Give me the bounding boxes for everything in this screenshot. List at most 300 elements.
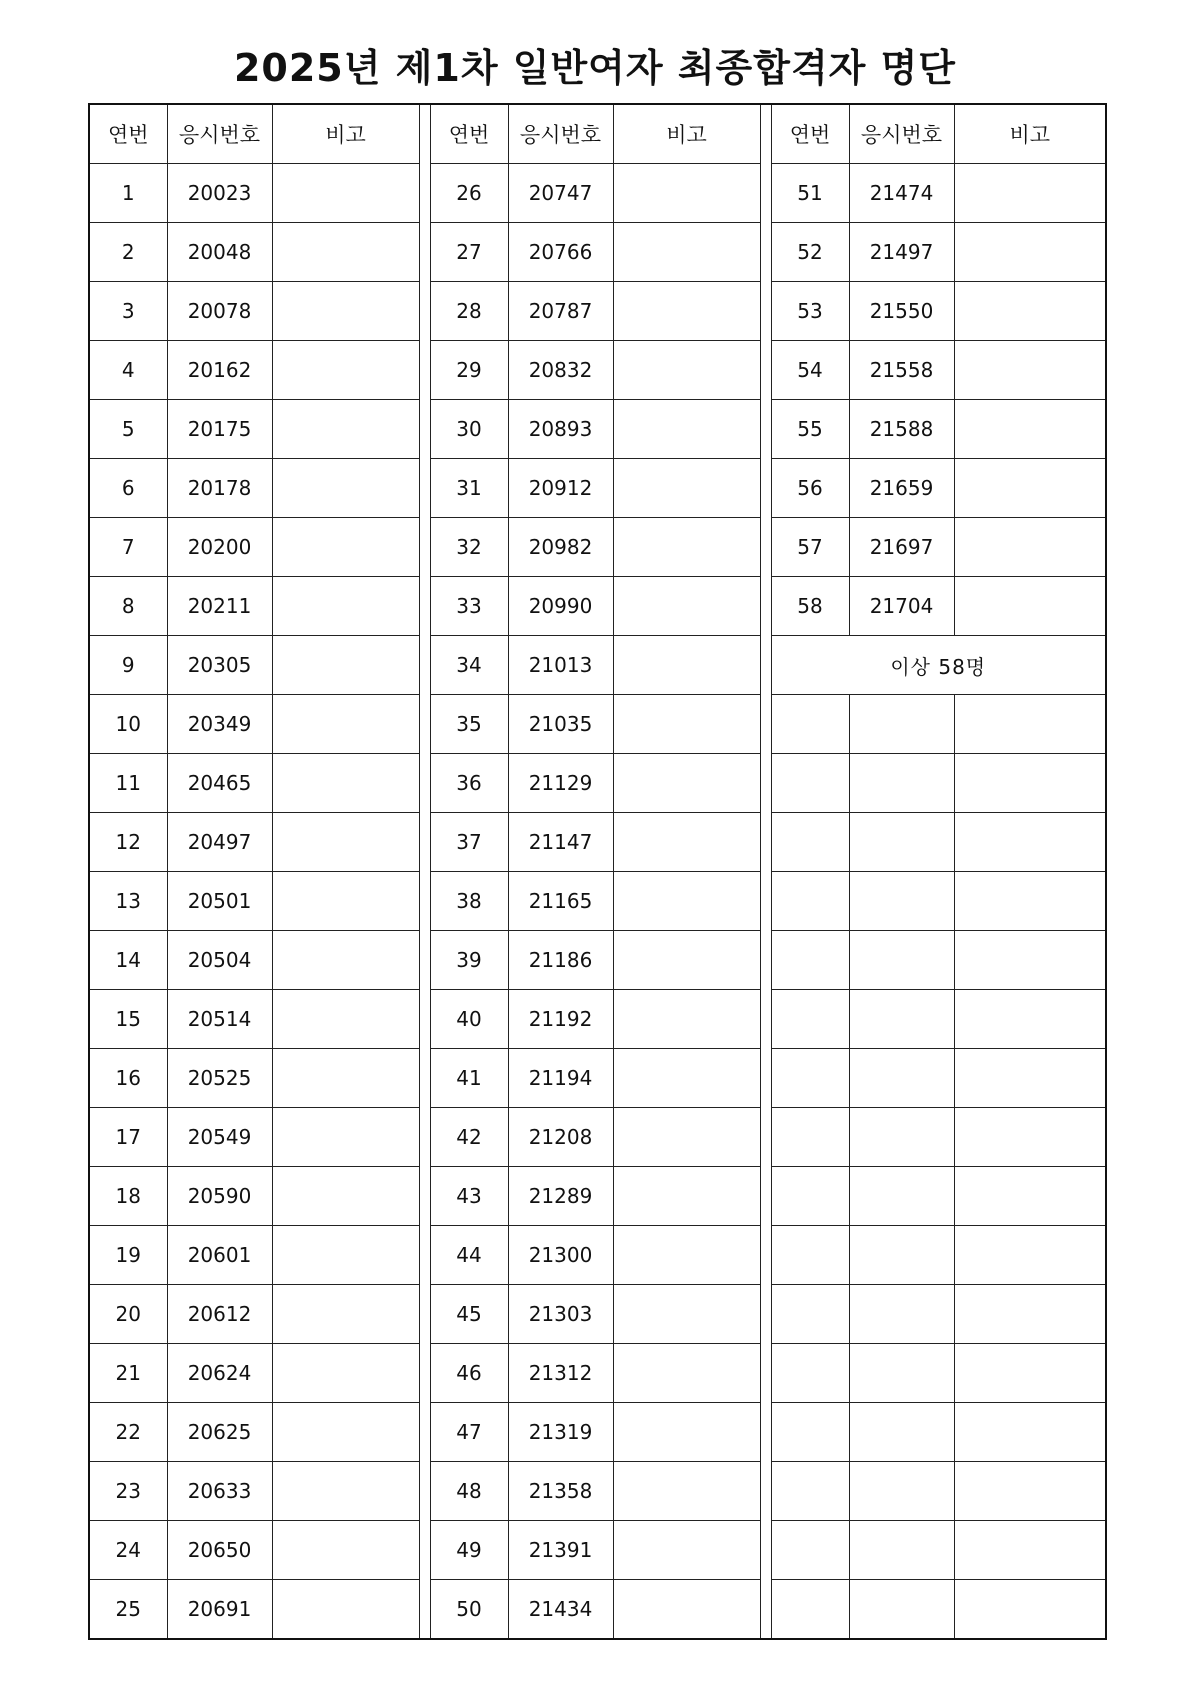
exam-no-cell: 20078 bbox=[167, 282, 272, 341]
column-gap bbox=[760, 1167, 771, 1226]
exam-no-cell: 20625 bbox=[167, 1403, 272, 1462]
table-row bbox=[89, 1285, 1106, 1344]
column-gap bbox=[419, 1285, 430, 1344]
exam-no-cell: 21550 bbox=[849, 282, 954, 341]
seq-cell: 58 bbox=[771, 577, 849, 636]
exam-no-cell: 20590 bbox=[167, 1167, 272, 1226]
seq-cell: 25 bbox=[89, 1580, 167, 1640]
note-cell bbox=[613, 1167, 760, 1226]
column-gap bbox=[419, 931, 430, 990]
exam-no-cell: 21697 bbox=[849, 518, 954, 577]
empty-cell bbox=[771, 1521, 849, 1580]
note-cell bbox=[272, 754, 419, 813]
note-cell bbox=[613, 1403, 760, 1462]
seq-cell: 46 bbox=[430, 1344, 508, 1403]
column-gap bbox=[760, 813, 771, 872]
column-gap bbox=[760, 1049, 771, 1108]
exam-no-cell: 21358 bbox=[508, 1462, 613, 1521]
table-row bbox=[89, 577, 1106, 636]
exam-no-cell: 21704 bbox=[849, 577, 954, 636]
note-cell bbox=[272, 341, 419, 400]
column-gap bbox=[419, 518, 430, 577]
column-gap bbox=[760, 1285, 771, 1344]
column-gap bbox=[760, 695, 771, 754]
column-gap bbox=[760, 931, 771, 990]
exam-no-cell: 20501 bbox=[167, 872, 272, 931]
empty-cell bbox=[771, 695, 849, 754]
empty-cell bbox=[849, 1580, 954, 1640]
column-gap bbox=[760, 1226, 771, 1285]
seq-cell: 49 bbox=[430, 1521, 508, 1580]
note-cell bbox=[272, 1344, 419, 1403]
column-gap bbox=[760, 636, 771, 695]
seq-cell: 18 bbox=[89, 1167, 167, 1226]
seq-cell: 16 bbox=[89, 1049, 167, 1108]
note-cell bbox=[613, 518, 760, 577]
table-row bbox=[89, 754, 1106, 813]
table-row bbox=[89, 518, 1106, 577]
empty-cell bbox=[954, 754, 1106, 813]
empty-cell bbox=[771, 1108, 849, 1167]
note-cell bbox=[954, 164, 1106, 223]
note-cell bbox=[272, 1462, 419, 1521]
seq-cell: 20 bbox=[89, 1285, 167, 1344]
seq-cell: 55 bbox=[771, 400, 849, 459]
column-gap bbox=[419, 1462, 430, 1521]
column-gap bbox=[760, 1344, 771, 1403]
empty-cell bbox=[954, 990, 1106, 1049]
header-note: 비고 bbox=[954, 104, 1106, 164]
note-cell bbox=[613, 1049, 760, 1108]
seq-cell: 34 bbox=[430, 636, 508, 695]
empty-cell bbox=[849, 695, 954, 754]
note-cell bbox=[272, 1580, 419, 1640]
header-seq: 연번 bbox=[771, 104, 849, 164]
exam-no-cell: 20162 bbox=[167, 341, 272, 400]
table-row bbox=[89, 1049, 1106, 1108]
seq-cell: 48 bbox=[430, 1462, 508, 1521]
seq-cell: 29 bbox=[430, 341, 508, 400]
seq-cell: 17 bbox=[89, 1108, 167, 1167]
empty-cell bbox=[954, 1580, 1106, 1640]
empty-cell bbox=[849, 1285, 954, 1344]
seq-cell: 21 bbox=[89, 1344, 167, 1403]
note-cell bbox=[954, 459, 1106, 518]
empty-cell bbox=[954, 1108, 1106, 1167]
seq-cell: 53 bbox=[771, 282, 849, 341]
exam-no-cell: 20691 bbox=[167, 1580, 272, 1640]
column-gap bbox=[419, 1403, 430, 1462]
table-row bbox=[89, 813, 1106, 872]
note-cell bbox=[613, 754, 760, 813]
empty-cell bbox=[849, 1403, 954, 1462]
empty-cell bbox=[954, 1226, 1106, 1285]
exam-no-cell: 21659 bbox=[849, 459, 954, 518]
exam-no-cell: 21434 bbox=[508, 1580, 613, 1640]
exam-no-cell: 21300 bbox=[508, 1226, 613, 1285]
empty-cell bbox=[954, 931, 1106, 990]
seq-cell: 36 bbox=[430, 754, 508, 813]
note-cell bbox=[954, 400, 1106, 459]
note-cell bbox=[613, 1226, 760, 1285]
column-gap bbox=[760, 577, 771, 636]
empty-cell bbox=[771, 1285, 849, 1344]
table-row bbox=[89, 223, 1106, 282]
exam-no-cell: 20893 bbox=[508, 400, 613, 459]
exam-no-cell: 20990 bbox=[508, 577, 613, 636]
exam-no-cell: 20633 bbox=[167, 1462, 272, 1521]
table-row bbox=[89, 341, 1106, 400]
empty-cell bbox=[771, 1462, 849, 1521]
table-row bbox=[89, 1167, 1106, 1226]
note-cell bbox=[272, 459, 419, 518]
empty-cell bbox=[849, 1226, 954, 1285]
exam-no-cell: 21192 bbox=[508, 990, 613, 1049]
header-seq: 연번 bbox=[89, 104, 167, 164]
column-gap bbox=[760, 754, 771, 813]
seq-cell: 12 bbox=[89, 813, 167, 872]
note-cell bbox=[613, 990, 760, 1049]
seq-cell: 7 bbox=[89, 518, 167, 577]
seq-cell: 38 bbox=[430, 872, 508, 931]
exam-no-cell: 20178 bbox=[167, 459, 272, 518]
seq-cell: 19 bbox=[89, 1226, 167, 1285]
column-gap bbox=[419, 459, 430, 518]
exam-no-cell: 21303 bbox=[508, 1285, 613, 1344]
exam-no-cell: 20624 bbox=[167, 1344, 272, 1403]
table-row bbox=[89, 400, 1106, 459]
exam-no-cell: 21474 bbox=[849, 164, 954, 223]
seq-cell: 57 bbox=[771, 518, 849, 577]
empty-cell bbox=[954, 1403, 1106, 1462]
note-cell bbox=[272, 1226, 419, 1285]
column-gap bbox=[760, 282, 771, 341]
empty-cell bbox=[954, 1521, 1106, 1580]
seq-cell: 44 bbox=[430, 1226, 508, 1285]
note-cell bbox=[272, 931, 419, 990]
exam-no-cell: 21186 bbox=[508, 931, 613, 990]
empty-cell bbox=[849, 931, 954, 990]
exam-no-cell: 21391 bbox=[508, 1521, 613, 1580]
exam-no-cell: 21147 bbox=[508, 813, 613, 872]
empty-cell bbox=[771, 1580, 849, 1640]
note-cell bbox=[272, 872, 419, 931]
column-gap bbox=[419, 754, 430, 813]
exam-no-cell: 20497 bbox=[167, 813, 272, 872]
seq-cell: 37 bbox=[430, 813, 508, 872]
exam-no-cell: 20766 bbox=[508, 223, 613, 282]
seq-cell: 3 bbox=[89, 282, 167, 341]
note-cell bbox=[613, 282, 760, 341]
column-gap bbox=[760, 459, 771, 518]
table-row bbox=[89, 1226, 1106, 1285]
table-row bbox=[89, 1403, 1106, 1462]
table-row bbox=[89, 990, 1106, 1049]
column-gap bbox=[760, 1108, 771, 1167]
seq-cell: 8 bbox=[89, 577, 167, 636]
page-title: 2025년 제1차 일반여자 최종합격자 명단 bbox=[233, 46, 957, 90]
seq-cell: 33 bbox=[430, 577, 508, 636]
note-cell bbox=[613, 223, 760, 282]
empty-cell bbox=[954, 695, 1106, 754]
exam-no-cell: 21319 bbox=[508, 1403, 613, 1462]
empty-cell bbox=[849, 872, 954, 931]
exam-no-cell: 20349 bbox=[167, 695, 272, 754]
exam-no-cell: 20504 bbox=[167, 931, 272, 990]
column-gap bbox=[419, 341, 430, 400]
note-cell bbox=[613, 695, 760, 754]
exam-no-cell: 20305 bbox=[167, 636, 272, 695]
seq-cell: 47 bbox=[430, 1403, 508, 1462]
note-cell bbox=[272, 695, 419, 754]
empty-cell bbox=[849, 990, 954, 1049]
column-gap bbox=[760, 1403, 771, 1462]
column-gap bbox=[419, 400, 430, 459]
empty-cell bbox=[771, 754, 849, 813]
empty-cell bbox=[771, 872, 849, 931]
seq-cell: 14 bbox=[89, 931, 167, 990]
seq-cell: 56 bbox=[771, 459, 849, 518]
column-gap bbox=[760, 400, 771, 459]
note-cell bbox=[272, 164, 419, 223]
empty-cell bbox=[771, 1403, 849, 1462]
table-row bbox=[89, 1580, 1106, 1640]
exam-no-cell: 20912 bbox=[508, 459, 613, 518]
seq-cell: 45 bbox=[430, 1285, 508, 1344]
seq-cell: 5 bbox=[89, 400, 167, 459]
column-gap bbox=[419, 1049, 430, 1108]
exam-no-cell: 21165 bbox=[508, 872, 613, 931]
note-cell bbox=[613, 1462, 760, 1521]
table-row bbox=[89, 695, 1106, 754]
exam-no-cell: 21194 bbox=[508, 1049, 613, 1108]
column-gap bbox=[419, 1226, 430, 1285]
note-cell bbox=[272, 282, 419, 341]
note-cell bbox=[272, 1108, 419, 1167]
total-count-note: 이상 58명 bbox=[771, 636, 1106, 695]
note-cell bbox=[954, 282, 1106, 341]
column-gap bbox=[760, 1580, 771, 1640]
note-cell bbox=[613, 1108, 760, 1167]
seq-cell: 40 bbox=[430, 990, 508, 1049]
seq-cell: 9 bbox=[89, 636, 167, 695]
note-cell bbox=[613, 931, 760, 990]
exam-no-cell: 21208 bbox=[508, 1108, 613, 1167]
note-cell bbox=[272, 636, 419, 695]
seq-cell: 22 bbox=[89, 1403, 167, 1462]
table-row bbox=[89, 636, 1106, 695]
exam-no-cell: 20650 bbox=[167, 1521, 272, 1580]
exam-no-cell: 20525 bbox=[167, 1049, 272, 1108]
exam-no-cell: 20514 bbox=[167, 990, 272, 1049]
column-gap bbox=[419, 1344, 430, 1403]
seq-cell: 11 bbox=[89, 754, 167, 813]
empty-cell bbox=[954, 1344, 1106, 1403]
empty-cell bbox=[771, 813, 849, 872]
results-table bbox=[88, 103, 1107, 1640]
empty-cell bbox=[954, 872, 1106, 931]
column-gap bbox=[419, 577, 430, 636]
header-note: 비고 bbox=[613, 104, 760, 164]
note-cell bbox=[613, 1285, 760, 1344]
seq-cell: 31 bbox=[430, 459, 508, 518]
note-cell bbox=[954, 577, 1106, 636]
exam-no-cell: 20048 bbox=[167, 223, 272, 282]
empty-cell bbox=[954, 1462, 1106, 1521]
header-row bbox=[89, 104, 1106, 164]
seq-cell: 30 bbox=[430, 400, 508, 459]
empty-cell bbox=[771, 1226, 849, 1285]
empty-cell bbox=[849, 1462, 954, 1521]
column-gap bbox=[760, 1462, 771, 1521]
note-cell bbox=[613, 341, 760, 400]
note-cell bbox=[272, 518, 419, 577]
note-cell bbox=[613, 1521, 760, 1580]
note-cell bbox=[272, 1049, 419, 1108]
seq-cell: 54 bbox=[771, 341, 849, 400]
note-cell bbox=[613, 813, 760, 872]
seq-cell: 50 bbox=[430, 1580, 508, 1640]
empty-cell bbox=[849, 1049, 954, 1108]
column-gap bbox=[419, 1167, 430, 1226]
empty-cell bbox=[849, 1344, 954, 1403]
header-note: 비고 bbox=[272, 104, 419, 164]
note-cell bbox=[272, 400, 419, 459]
table-row bbox=[89, 1108, 1106, 1167]
exam-no-cell: 20175 bbox=[167, 400, 272, 459]
header-exam-no: 응시번호 bbox=[849, 104, 954, 164]
note-cell bbox=[272, 1521, 419, 1580]
empty-cell bbox=[954, 813, 1106, 872]
table-row bbox=[89, 872, 1106, 931]
header-exam-no: 응시번호 bbox=[167, 104, 272, 164]
column-gap bbox=[419, 695, 430, 754]
exam-no-cell: 20787 bbox=[508, 282, 613, 341]
empty-cell bbox=[849, 1108, 954, 1167]
column-gap bbox=[760, 1521, 771, 1580]
note-cell bbox=[272, 1167, 419, 1226]
column-gap bbox=[760, 341, 771, 400]
table-row bbox=[89, 931, 1106, 990]
seq-cell: 42 bbox=[430, 1108, 508, 1167]
exam-no-cell: 20832 bbox=[508, 341, 613, 400]
seq-cell: 6 bbox=[89, 459, 167, 518]
seq-cell: 13 bbox=[89, 872, 167, 931]
column-gap bbox=[760, 518, 771, 577]
exam-no-cell: 20747 bbox=[508, 164, 613, 223]
table-row bbox=[89, 1344, 1106, 1403]
column-gap bbox=[419, 990, 430, 1049]
seq-cell: 23 bbox=[89, 1462, 167, 1521]
note-cell bbox=[272, 1403, 419, 1462]
exam-no-cell: 20549 bbox=[167, 1108, 272, 1167]
seq-cell: 27 bbox=[430, 223, 508, 282]
seq-cell: 39 bbox=[430, 931, 508, 990]
seq-cell: 26 bbox=[430, 164, 508, 223]
column-gap bbox=[419, 872, 430, 931]
exam-no-cell: 21497 bbox=[849, 223, 954, 282]
seq-cell: 51 bbox=[771, 164, 849, 223]
empty-cell bbox=[954, 1285, 1106, 1344]
seq-cell: 32 bbox=[430, 518, 508, 577]
header-exam-no: 응시번호 bbox=[508, 104, 613, 164]
seq-cell: 4 bbox=[89, 341, 167, 400]
empty-cell bbox=[771, 990, 849, 1049]
note-cell bbox=[954, 341, 1106, 400]
empty-cell bbox=[849, 754, 954, 813]
column-gap bbox=[760, 104, 771, 164]
table-row bbox=[89, 164, 1106, 223]
exam-no-cell: 21558 bbox=[849, 341, 954, 400]
note-cell bbox=[613, 636, 760, 695]
seq-cell: 2 bbox=[89, 223, 167, 282]
empty-cell bbox=[849, 1167, 954, 1226]
seq-cell: 1 bbox=[89, 164, 167, 223]
note-cell bbox=[613, 1580, 760, 1640]
column-gap bbox=[760, 223, 771, 282]
exam-no-cell: 20200 bbox=[167, 518, 272, 577]
note-cell bbox=[954, 518, 1106, 577]
seq-cell: 52 bbox=[771, 223, 849, 282]
note-cell bbox=[272, 990, 419, 1049]
seq-cell: 24 bbox=[89, 1521, 167, 1580]
column-gap bbox=[760, 164, 771, 223]
empty-cell bbox=[849, 1521, 954, 1580]
seq-cell: 15 bbox=[89, 990, 167, 1049]
note-cell bbox=[613, 577, 760, 636]
table-row bbox=[89, 1521, 1106, 1580]
table-row bbox=[89, 1462, 1106, 1521]
exam-no-cell: 20023 bbox=[167, 164, 272, 223]
empty-cell bbox=[771, 1049, 849, 1108]
seq-cell: 41 bbox=[430, 1049, 508, 1108]
note-cell bbox=[613, 1344, 760, 1403]
seq-cell: 28 bbox=[430, 282, 508, 341]
exam-no-cell: 21289 bbox=[508, 1167, 613, 1226]
note-cell bbox=[613, 872, 760, 931]
header-seq: 연번 bbox=[430, 104, 508, 164]
table-row bbox=[89, 282, 1106, 341]
exam-no-cell: 21129 bbox=[508, 754, 613, 813]
column-gap bbox=[419, 1521, 430, 1580]
empty-cell bbox=[849, 813, 954, 872]
exam-no-cell: 21312 bbox=[508, 1344, 613, 1403]
note-cell bbox=[613, 164, 760, 223]
exam-no-cell: 20465 bbox=[167, 754, 272, 813]
exam-no-cell: 20982 bbox=[508, 518, 613, 577]
exam-no-cell: 20211 bbox=[167, 577, 272, 636]
note-cell bbox=[272, 577, 419, 636]
column-gap bbox=[760, 990, 771, 1049]
seq-cell: 43 bbox=[430, 1167, 508, 1226]
column-gap bbox=[419, 1108, 430, 1167]
note-cell bbox=[272, 223, 419, 282]
empty-cell bbox=[771, 1167, 849, 1226]
empty-cell bbox=[771, 1344, 849, 1403]
note-cell bbox=[954, 223, 1106, 282]
note-cell bbox=[613, 400, 760, 459]
exam-no-cell: 20612 bbox=[167, 1285, 272, 1344]
empty-cell bbox=[954, 1049, 1106, 1108]
column-gap bbox=[419, 282, 430, 341]
exam-no-cell: 20601 bbox=[167, 1226, 272, 1285]
note-cell bbox=[272, 1285, 419, 1344]
exam-no-cell: 21035 bbox=[508, 695, 613, 754]
column-gap bbox=[419, 223, 430, 282]
column-gap bbox=[419, 104, 430, 164]
column-gap bbox=[419, 164, 430, 223]
empty-cell bbox=[954, 1167, 1106, 1226]
